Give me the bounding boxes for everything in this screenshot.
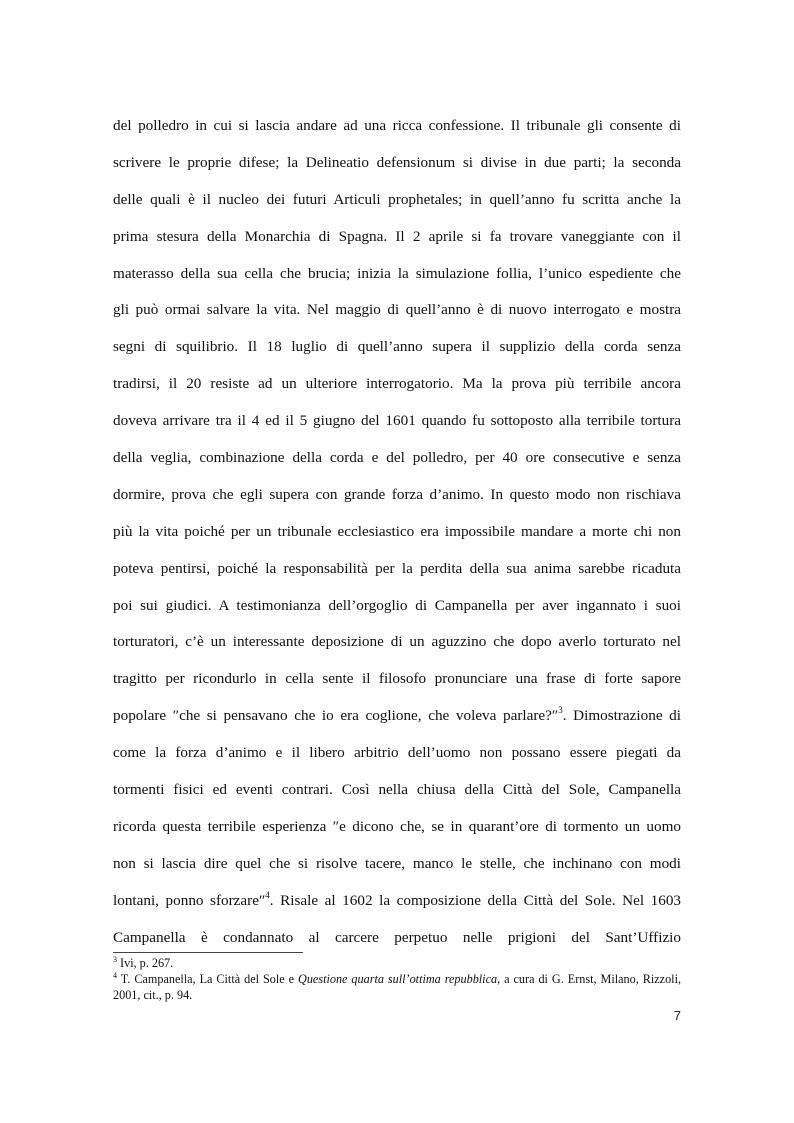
text-fragment: . Risale al 1602 la composizione della Città del Sole. Nel 1603 xyxy=(269,891,682,909)
text-fragment: lontani, ponno sforzare″ xyxy=(113,891,266,909)
text-line: ricorda questa terribile esperienza ″e dicono che, se in quarant’ore di tormento un uomo xyxy=(113,817,681,835)
text-line: scrivere le proprie difese; la Delineatio defensionum si divise in due parti; la seconda xyxy=(113,153,681,171)
footnotes xyxy=(113,956,681,1003)
text-fragment: . Dimostrazione di xyxy=(562,707,681,725)
footnote-3 xyxy=(113,956,681,972)
text-line: delle quali è il nucleo dei futuri Articuli prophetales; in quell’anno fu scritta anche la xyxy=(113,190,681,208)
text-line: del polledro in cui si lascia andare ad una ricca confessione. Il tribunale gli consente di xyxy=(113,117,681,134)
text-line: tragitto per ricondurlo in cella sente il filosofo pronunciare una frase di forte sapore xyxy=(113,670,681,688)
footnote-separator xyxy=(113,952,303,953)
text-line: doveva arrivare tra il 4 ed il 5 giugno del 1601 quando fu sottoposto alla terribile tortura xyxy=(113,412,681,430)
text-line: tormenti fisici ed eventi contrari. Così nella chiusa della Città del Sole, Campanella xyxy=(113,781,681,799)
footnote-text: , a cura di G. Ernst, Milano, Rizzoli, 2001, cit., p. 94. xyxy=(113,971,682,1002)
text-line-with-footnote-ref xyxy=(113,883,681,920)
page-number: 7 xyxy=(673,1008,681,1023)
text-line: non si lascia dire quel che si risolve tacere, manco le stelle, che inchinano con modi xyxy=(113,854,681,872)
footnote-ref-3[interactable]: 3 xyxy=(558,705,563,716)
main-text xyxy=(113,108,681,956)
text-line: poteva pentirsi, poiché la responsabilità per la perdita della sua anima sarebbe ricaduta xyxy=(113,559,681,577)
text-line: dormire, prova che egli supera con grande forza d’animo. In questo modo non rischiava xyxy=(113,485,681,503)
footnote-number: 4 xyxy=(113,970,117,980)
footnote-text: Ivi, p. 267. xyxy=(117,956,174,970)
footnote-text: T. Campanella, La Città del Sole e xyxy=(117,971,299,986)
text-fragment: popolare ″che si pensavano che io era coglione, che voleva parlare?″ xyxy=(113,707,559,725)
text-line: tradirsi, il 20 resiste ad un ulteriore interrogatorio. Ma la prova più terribile ancora xyxy=(113,375,681,393)
footnote-italic-title: Questione quarta sull’ottima repubblica xyxy=(298,971,498,986)
footnote-number: 3 xyxy=(113,954,117,964)
text-line: della veglia, combinazione della corda e del polledro, per 40 ore consecutive e senza xyxy=(113,449,681,467)
text-line: poi sui giudici. A testimonianza dell’orgoglio di Campanella per aver ingannato i suoi xyxy=(113,596,681,614)
footnote-ref-4[interactable]: 4 xyxy=(265,889,270,900)
text-line: prima stesura della Monarchia di Spagna. Il 2 aprile si fa trovare vaneggiante con il xyxy=(113,227,681,245)
footnote-4 xyxy=(113,972,681,1004)
text-line: Campanella è condannato al carcere perpetuo nelle prigioni del Sant’Uffizio xyxy=(113,928,681,946)
text-line: materasso della sua cella che brucia; inizia la simulazione follia, l’unico espediente che xyxy=(113,264,681,282)
text-line: come la forza d’animo e il libero arbitrio dell’uomo non possano essere piegati da xyxy=(113,744,681,762)
text-line: segni di squilibrio. Il 18 luglio di quell’anno supera il supplizio della corda senza xyxy=(113,338,681,356)
text-line: gli può ormai salvare la vita. Nel maggio di quell’anno è di nuovo interrogato e mostra xyxy=(113,301,681,319)
text-line: torturatori, c’è un interessante deposizione di un aguzzino che dopo averlo torturato nel xyxy=(113,633,681,651)
text-line: più la vita poiché per un tribunale ecclesiastico era impossibile mandare a morte chi non xyxy=(113,522,681,540)
text-line-with-footnote-ref xyxy=(113,698,681,735)
